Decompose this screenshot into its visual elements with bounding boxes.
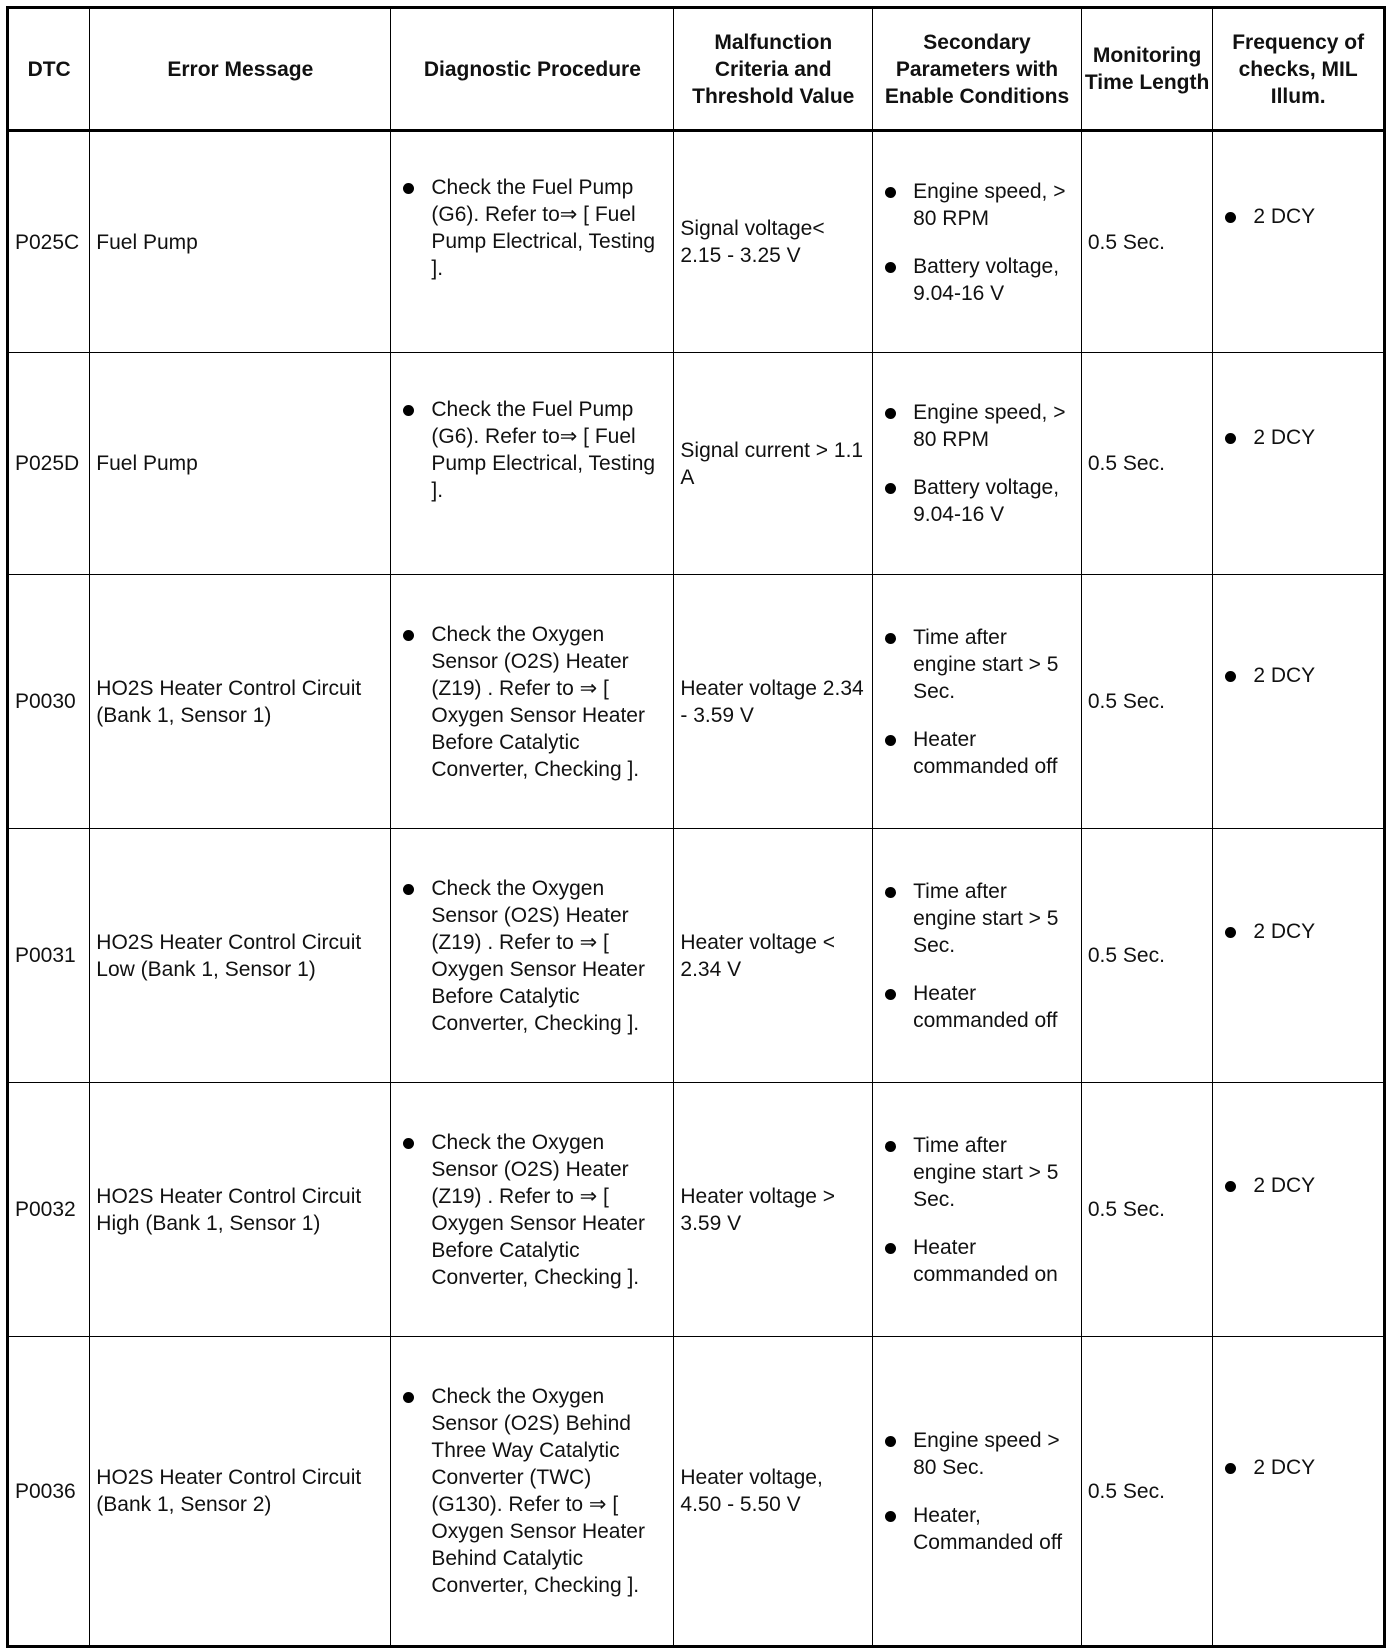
diagnostic-procedure	[391, 1337, 674, 1647]
condition-item: Battery voltage, 9.04-16 V	[879, 474, 1075, 528]
condition-item: Heater commanded off	[879, 980, 1075, 1034]
frequency-text: 2 DCY	[1219, 1172, 1377, 1199]
monitoring-time: 0.5 Sec.	[1081, 353, 1212, 575]
table-header-row	[8, 8, 1385, 131]
error-message: HO2S Heater Control Circuit High (Bank 1, Sensor 1)	[90, 1083, 391, 1337]
error-message: HO2S Heater Control Circuit (Bank 1, Sensor 1)	[90, 575, 391, 829]
monitoring-time: 0.5 Sec.	[1081, 1083, 1212, 1337]
condition-item: Heater commanded off	[879, 726, 1075, 780]
header-error-message: Error Message	[90, 8, 391, 131]
error-message: Fuel Pump	[90, 131, 391, 353]
frequency-cell	[1213, 829, 1385, 1083]
frequency-cell	[1213, 1337, 1385, 1647]
secondary-parameters	[873, 1337, 1082, 1647]
secondary-parameters	[873, 1083, 1082, 1337]
malfunction-criteria: Heater voltage < 2.34 V	[674, 829, 873, 1083]
frequency-text: 2 DCY	[1219, 918, 1377, 945]
error-message: HO2S Heater Control Circuit (Bank 1, Sensor 2)	[90, 1337, 391, 1647]
condition-item: Heater, Commanded off	[879, 1502, 1075, 1556]
monitoring-time: 0.5 Sec.	[1081, 575, 1212, 829]
condition-item: Engine speed, > 80 RPM	[879, 399, 1075, 453]
diagnostic-procedure	[391, 575, 674, 829]
dtc-code: P0030	[8, 575, 90, 829]
secondary-parameters	[873, 353, 1082, 575]
monitoring-time: 0.5 Sec.	[1081, 829, 1212, 1083]
monitoring-time: 0.5 Sec.	[1081, 131, 1212, 353]
table-row	[8, 1083, 1385, 1337]
procedure-text: Check the Fuel Pump (G6). Refer to⇒ [ Fuel Pump Electrical, Testing ].	[397, 396, 667, 504]
header-frequency: Frequency of checks, MIL Illum.	[1213, 8, 1385, 131]
frequency-text: 2 DCY	[1219, 424, 1377, 451]
condition-item: Engine speed, > 80 RPM	[879, 178, 1075, 232]
frequency-cell	[1213, 575, 1385, 829]
procedure-text: Check the Oxygen Sensor (O2S) Behind Three Way Catalytic Converter (TWC) (G130). Refer to ⇒ [ Oxygen Sensor Heater Behind Catalytic Converter, Checking ].	[397, 1383, 667, 1599]
diagnostic-procedure	[391, 353, 674, 575]
header-secondary-parameters: Secondary Parameters with Enable Conditions	[873, 8, 1082, 131]
header-dtc: DTC	[8, 8, 90, 131]
condition-item: Battery voltage, 9.04-16 V	[879, 253, 1075, 307]
dtc-code: P025C	[8, 131, 90, 353]
diagnostic-procedure	[391, 1083, 674, 1337]
table-row	[8, 575, 1385, 829]
dtc-code: P025D	[8, 353, 90, 575]
secondary-parameters	[873, 829, 1082, 1083]
malfunction-criteria: Heater voltage > 3.59 V	[674, 1083, 873, 1337]
malfunction-criteria: Heater voltage 2.34 - 3.59 V	[674, 575, 873, 829]
condition-item: Time after engine start > 5 Sec.	[879, 878, 1075, 959]
table-row	[8, 131, 1385, 353]
frequency-cell	[1213, 131, 1385, 353]
table-row	[8, 829, 1385, 1083]
monitoring-time: 0.5 Sec.	[1081, 1337, 1212, 1647]
malfunction-criteria: Signal current > 1.1 A	[674, 353, 873, 575]
condition-item: Heater commanded on	[879, 1234, 1075, 1288]
malfunction-criteria: Heater voltage, 4.50 - 5.50 V	[674, 1337, 873, 1647]
frequency-text: 2 DCY	[1219, 1454, 1377, 1481]
table-row	[8, 353, 1385, 575]
dtc-code: P0031	[8, 829, 90, 1083]
condition-item: Time after engine start > 5 Sec.	[879, 1132, 1075, 1213]
secondary-parameters	[873, 131, 1082, 353]
diagnostic-procedure	[391, 829, 674, 1083]
header-diagnostic-procedure: Diagnostic Procedure	[391, 8, 674, 131]
procedure-text: Check the Oxygen Sensor (O2S) Heater (Z19) . Refer to ⇒ [ Oxygen Sensor Heater Before Catalytic Converter, Checking ].	[397, 621, 667, 783]
frequency-text: 2 DCY	[1219, 662, 1377, 689]
frequency-cell	[1213, 1083, 1385, 1337]
malfunction-criteria: Signal voltage< 2.15 - 3.25 V	[674, 131, 873, 353]
procedure-text: Check the Oxygen Sensor (O2S) Heater (Z19) . Refer to ⇒ [ Oxygen Sensor Heater Before Catalytic Converter, Checking ].	[397, 1129, 667, 1291]
header-malfunction-criteria: Malfunction Criteria and Threshold Value	[674, 8, 873, 131]
header-monitoring-time: Monitoring Time Length	[1081, 8, 1212, 131]
procedure-text: Check the Oxygen Sensor (O2S) Heater (Z19) . Refer to ⇒ [ Oxygen Sensor Heater Before Catalytic Converter, Checking ].	[397, 875, 667, 1037]
frequency-cell	[1213, 353, 1385, 575]
condition-item: Time after engine start > 5 Sec.	[879, 624, 1075, 705]
frequency-text: 2 DCY	[1219, 203, 1377, 230]
table-row	[8, 1337, 1385, 1647]
dtc-code: P0036	[8, 1337, 90, 1647]
condition-item: Engine speed > 80 Sec.	[879, 1427, 1075, 1481]
dtc-code: P0032	[8, 1083, 90, 1337]
error-message: Fuel Pump	[90, 353, 391, 575]
error-message: HO2S Heater Control Circuit Low (Bank 1, Sensor 1)	[90, 829, 391, 1083]
dtc-table	[6, 6, 1386, 1648]
procedure-text: Check the Fuel Pump (G6). Refer to⇒ [ Fuel Pump Electrical, Testing ].	[397, 174, 667, 282]
secondary-parameters	[873, 575, 1082, 829]
diagnostic-procedure	[391, 131, 674, 353]
